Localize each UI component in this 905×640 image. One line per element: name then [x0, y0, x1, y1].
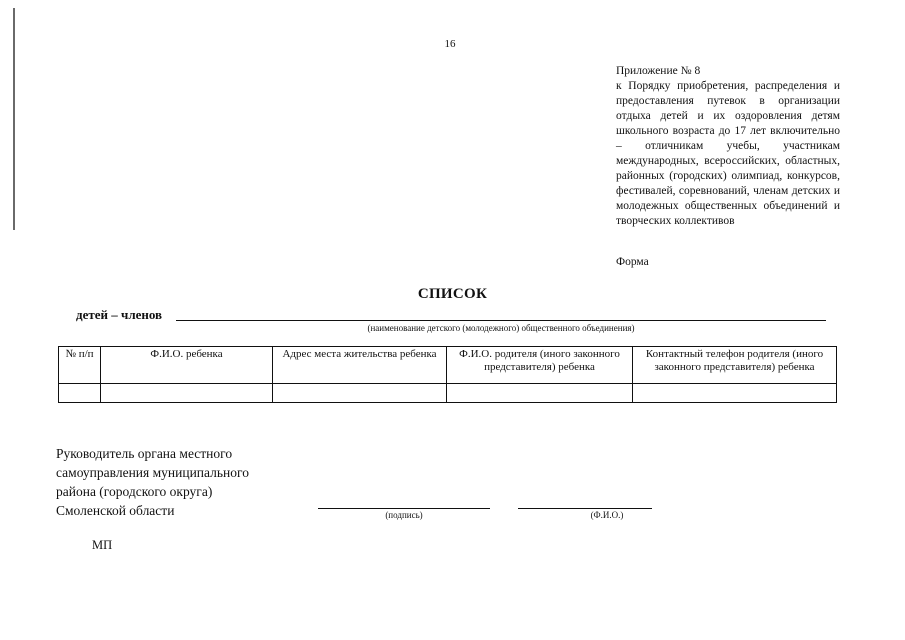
column-header-address: Адрес места жительства ребенка	[273, 347, 447, 384]
column-header-parent-name: Ф.И.О. родителя (иного законного представителя) ребенка	[447, 347, 633, 384]
column-header-parent-phone: Контактный телефон родителя (иного законного представителя) ребенка	[633, 347, 837, 384]
children-list-table	[58, 346, 837, 403]
organization-name-caption: (наименование детского (молодежного) общественного объединения)	[367, 323, 635, 333]
page-number: 16	[444, 38, 456, 50]
scan-edge-mark	[13, 8, 15, 230]
table-cell	[447, 384, 633, 403]
table-cell	[633, 384, 837, 403]
appendix-title: Приложение № 8	[616, 65, 701, 77]
organization-name-line	[176, 320, 826, 321]
document-title: СПИСОК	[417, 286, 488, 302]
signature-caption: (подпись)	[385, 510, 423, 520]
signature-line	[318, 508, 490, 509]
table-header-row	[59, 347, 837, 384]
official-position-line: Смоленской области	[56, 503, 175, 518]
column-header-child-name: Ф.И.О. ребенка	[101, 347, 273, 384]
official-position-block	[56, 444, 296, 520]
form-label: Форма	[616, 256, 649, 268]
table-cell	[101, 384, 273, 403]
table-cell	[59, 384, 101, 403]
stamp-place: МП	[92, 538, 113, 552]
official-position-line: самоуправления муниципального	[56, 465, 249, 480]
official-position-line: Руководитель органа местного	[56, 446, 233, 461]
subtitle-label: детей – членов	[76, 307, 163, 322]
full-name-line	[518, 508, 652, 509]
table-cell	[273, 384, 447, 403]
table-row	[59, 384, 837, 403]
appendix-text: к Порядку приобретения, распределения и предоставления путевок в организации отдыха детей и их оздоровления детям школьного возраста до 17 лет включительно – отличникам учебы, участникам международных, всероссийских, областных, районных (городских) олимпиад, конкурсов, фестивалей, соревнований, членам детских и молодежных общественных объединений и творческих коллективов	[616, 80, 840, 227]
appendix-block	[616, 64, 840, 229]
full-name-caption: (Ф.И.О.)	[590, 510, 624, 520]
column-header-number: № п/п	[59, 347, 101, 384]
official-position-line: района (городского округа)	[56, 484, 213, 499]
